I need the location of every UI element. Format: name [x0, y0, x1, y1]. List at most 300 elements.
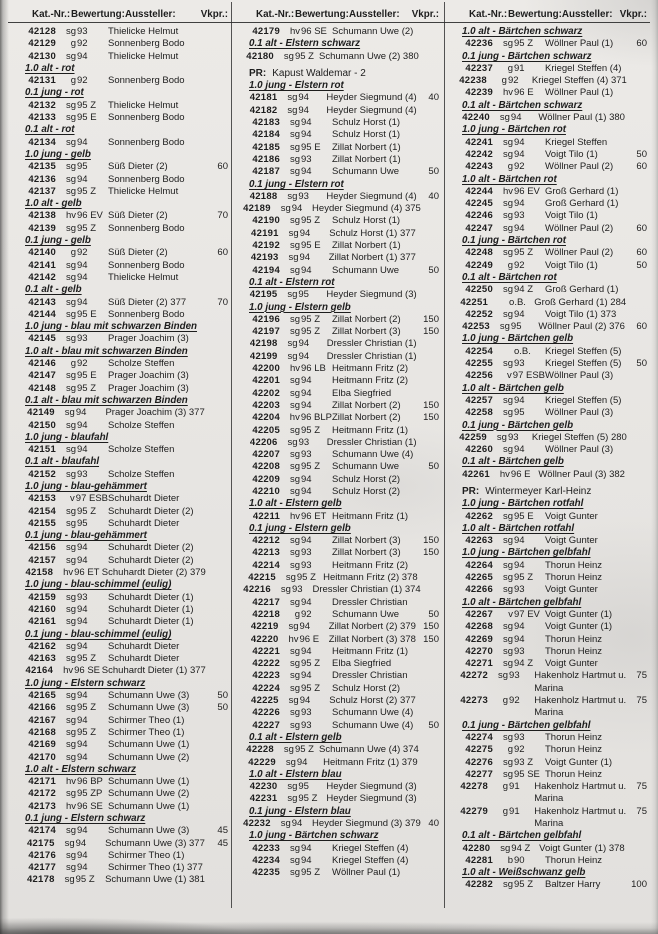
- table-row: [236, 375, 439, 387]
- bewertung-value: 95 Z: [298, 793, 318, 805]
- bewertung: [288, 609, 332, 621]
- bewertung: [501, 609, 545, 621]
- bewertung-prefix: g: [507, 259, 513, 271]
- kat-nr: 42139: [28, 222, 56, 234]
- table-row: [12, 247, 228, 259]
- aussteller: [545, 732, 623, 744]
- table-row: [236, 535, 439, 547]
- bewertung-prefix: g: [507, 744, 513, 756]
- section-label: 1.0 alt - Elstern schwarz: [25, 763, 137, 775]
- bewertung-prefix: sg: [65, 308, 76, 320]
- aussteller: [332, 867, 415, 879]
- bewertung-value: 95 Z: [514, 572, 534, 584]
- section-header: [12, 149, 228, 161]
- bewertung-value: 95 Z: [514, 879, 534, 891]
- section-label: 1.0 jung - blaufahl: [25, 431, 109, 443]
- section-header: [449, 867, 647, 879]
- kat-nr: 42262: [465, 510, 493, 522]
- aussteller-line: Scholze Steffen: [108, 358, 175, 370]
- bewertung-value: 94: [514, 198, 525, 210]
- aussteller: [108, 358, 204, 370]
- aussteller: [102, 567, 206, 579]
- table-row: [12, 874, 228, 886]
- kat-nr: 42251: [460, 296, 489, 308]
- aussteller: [102, 665, 206, 677]
- header-kat-nr: Kat.-Nr.:: [256, 9, 295, 20]
- table-row: [236, 609, 439, 621]
- aussteller-line: Kriegel Steffen (4): [545, 62, 622, 74]
- header-vkpr: Vkpr.:: [619, 9, 647, 20]
- bewertung-value: 95 Z: [301, 867, 321, 879]
- aussteller-line: Süß Dieter (2): [108, 161, 168, 173]
- bewertung-prefix: g: [502, 695, 509, 707]
- kat-nr: 42178: [26, 874, 55, 886]
- table-row: [449, 535, 647, 547]
- kat-nr: 42130: [28, 50, 56, 62]
- rows-container: [12, 20, 228, 887]
- bewertung-prefix: sg: [287, 338, 298, 350]
- aussteller-line: Sonnenberg Bodo: [108, 308, 185, 320]
- bewertung-prefix: hv: [289, 26, 300, 37]
- bewertung-value: 94: [77, 50, 88, 62]
- section-label: 1.0 jung - blau-schimmel (eulig): [25, 579, 172, 591]
- table-row: [12, 727, 228, 739]
- bewertung-value: 95 Z: [77, 726, 97, 738]
- bewertung-prefix: g: [502, 805, 509, 817]
- aussteller-line: Thorun Heinz: [545, 744, 603, 756]
- bewertung: [288, 375, 332, 387]
- bewertung-value: 96 E: [299, 633, 320, 645]
- bewertung-prefix: sg: [65, 849, 76, 861]
- aussteller-line: Heitmann Fritz (2) 378: [323, 572, 418, 584]
- aussteller: [545, 346, 623, 358]
- aussteller-line: Schuhardt Dieter (1): [108, 591, 194, 603]
- aussteller-line: Zillat Norbert (1): [332, 153, 401, 165]
- bewertung-prefix: sg: [502, 633, 513, 645]
- bewertung-value: 91: [509, 805, 520, 817]
- section-header: [236, 732, 439, 744]
- bewertung-prefix: g: [70, 38, 76, 50]
- aussteller-line: Dressler Christian (1) 374: [312, 584, 421, 596]
- aussteller: [332, 26, 415, 38]
- aussteller-line: Voigt Gunter: [545, 510, 598, 522]
- kat-nr: 42260: [465, 444, 493, 456]
- kat-nr: 42267: [465, 608, 493, 620]
- aussteller-line: Voigt Gunter: [545, 535, 598, 547]
- rows-container: [236, 20, 439, 879]
- table-row: [449, 161, 647, 173]
- aussteller: [545, 855, 623, 867]
- vkpr: 50: [428, 461, 439, 473]
- kat-nr: 42220: [250, 633, 279, 645]
- bewertung-prefix: sg: [65, 99, 76, 111]
- kat-nr: 42236: [465, 38, 493, 50]
- bewertung: [64, 653, 108, 665]
- bewertung-prefix: sg: [65, 788, 76, 800]
- bewertung-prefix: sg: [280, 584, 291, 596]
- table-row: [449, 621, 647, 633]
- table-row: [449, 198, 647, 210]
- bewertung-value: 93: [298, 436, 310, 448]
- bewertung: [498, 321, 538, 333]
- bewertung-prefix: sg: [65, 591, 76, 603]
- aussteller-line: Zillat Norbert (3): [332, 535, 401, 547]
- bewertung: [61, 567, 102, 579]
- aussteller: [108, 801, 204, 813]
- bewertung-value: 95 Z: [77, 222, 97, 234]
- bewertung-value: 94: [514, 222, 525, 234]
- aussteller: [108, 174, 204, 186]
- bewertung-value: 96 EV: [514, 185, 540, 197]
- bewertung-value: 96 BLP: [300, 412, 332, 424]
- kat-nr: 42216: [243, 584, 271, 596]
- bewertung-prefix: sg: [65, 739, 76, 751]
- aussteller-line: Wöllner Paul (1): [332, 867, 401, 879]
- aussteller-line: Voigt Gunter (1): [545, 621, 613, 633]
- table-row: [236, 363, 439, 375]
- table-row: [449, 572, 647, 584]
- kat-nr: 42223: [252, 670, 280, 682]
- kat-nr: 42222: [252, 658, 280, 670]
- bewertung-value: 95 Z: [77, 99, 97, 111]
- kat-nr: 42187: [252, 166, 280, 178]
- bewertung-value: 94: [77, 640, 88, 652]
- table-row: [449, 321, 647, 333]
- bewertung-value: 94: [77, 296, 88, 308]
- aussteller: [108, 690, 204, 702]
- section-label: 1.0 alt - Bärtchen gelb: [462, 382, 564, 394]
- aussteller: [532, 75, 627, 87]
- bewertung-prefix: sg: [285, 756, 296, 768]
- section-header: [236, 830, 439, 842]
- aussteller: [545, 38, 623, 50]
- kat-nr: 42192: [252, 240, 280, 252]
- section-label: 0.1 jung - Elstern schwarz: [25, 813, 146, 824]
- section-header: [236, 806, 439, 818]
- bewertung: [501, 161, 545, 173]
- kat-nr: 42278: [460, 781, 489, 793]
- aussteller: [108, 297, 204, 309]
- bewertung-prefix: sg: [65, 640, 76, 652]
- kat-nr: 42273: [460, 695, 489, 707]
- header-aussteller: Aussteller:: [349, 9, 400, 20]
- bewertung: [64, 690, 108, 702]
- bewertung-value: 96 ET: [301, 510, 327, 522]
- bewertung-value: 94: [514, 444, 525, 456]
- bewertung-prefix: sg: [499, 321, 510, 333]
- aussteller: [332, 400, 415, 412]
- bewertung: [64, 469, 108, 481]
- aussteller-line: Wöllner Paul (3): [545, 407, 614, 419]
- aussteller: [532, 432, 627, 444]
- table-row: [12, 604, 228, 616]
- pr-prefix: PR:: [249, 67, 267, 79]
- bewertung-prefix: sg: [289, 264, 300, 276]
- kat-nr: 42279: [460, 805, 489, 817]
- table-row: [449, 432, 647, 444]
- table-row: [449, 186, 647, 198]
- aussteller-line: Heyder Siegmund (3): [326, 781, 417, 793]
- aussteller-line: Baltzer Harry: [545, 879, 601, 891]
- vkpr: 70: [217, 296, 228, 308]
- bewertung-value: 96 BP: [77, 776, 103, 788]
- aussteller-line: Wöllner Paul (2): [545, 161, 614, 173]
- bewertung-value: 92: [77, 75, 88, 87]
- section-label: 0.1 alt - Elstern gelb: [249, 731, 342, 743]
- bewertung: [288, 486, 332, 498]
- aussteller-line: Kriegel Steffen: [545, 136, 608, 148]
- bewertung-prefix: sg: [502, 247, 513, 259]
- aussteller-line: Süß Dieter (2) 377: [108, 296, 187, 308]
- bewertung: [64, 592, 108, 604]
- kat-nr: 42250: [465, 284, 493, 296]
- table-row: [12, 690, 228, 702]
- aussteller: [538, 469, 625, 481]
- bewertung: [64, 616, 108, 628]
- pr-prefix: PR:: [462, 485, 480, 497]
- aussteller: [312, 818, 421, 830]
- bewertung-prefix: sg: [502, 535, 513, 547]
- kat-nr: 42225: [251, 695, 279, 707]
- kat-nr: 42145: [28, 333, 56, 345]
- section-label: 1.0 alt - gelb: [25, 198, 82, 210]
- bewertung-prefix: hv: [65, 800, 76, 812]
- aussteller-line: Zillat Norbert (3) 378: [328, 633, 416, 645]
- kat-nr: 42253: [462, 321, 490, 333]
- table-row: [449, 223, 647, 235]
- section-header: [236, 179, 439, 191]
- kat-nr: 42247: [465, 222, 493, 234]
- aussteller-line: Dressler Christian (1): [326, 436, 417, 448]
- bewertung-prefix: sg: [502, 510, 513, 522]
- bewertung: [64, 333, 108, 345]
- bewertung: [279, 203, 312, 215]
- bewertung: [501, 769, 545, 781]
- vkpr: 50: [428, 608, 439, 620]
- table-row: [236, 634, 439, 646]
- table-row: [12, 260, 228, 272]
- aussteller-line: Zillat Norbert (2): [332, 313, 401, 325]
- aussteller: [105, 838, 205, 850]
- table-row: [449, 879, 647, 891]
- bewertung-value: 94: [77, 136, 88, 148]
- aussteller: [332, 597, 415, 609]
- bewertung-value: 94: [301, 596, 312, 608]
- aussteller: [323, 757, 418, 769]
- table-row: [449, 584, 647, 596]
- bewertung: [288, 154, 332, 166]
- bewertung-value: 96 ET: [74, 567, 100, 579]
- bewertung: [288, 646, 332, 658]
- aussteller: [545, 370, 623, 382]
- aussteller-line: Sonnenberg Bodo: [108, 173, 185, 185]
- bewertung-value: 94: [301, 473, 312, 485]
- vkpr: 150: [423, 547, 439, 559]
- bewertung: [285, 289, 326, 301]
- vkpr: 50: [428, 264, 439, 276]
- aussteller: [332, 154, 415, 166]
- bewertung-prefix: sg: [289, 547, 300, 559]
- kat-nr: 42149: [27, 407, 55, 419]
- aussteller: [108, 75, 204, 87]
- section-label: 0.1 alt - blaufahl: [25, 456, 100, 468]
- kat-nr: 42132: [28, 99, 56, 111]
- kat-nr: 42248: [465, 247, 493, 259]
- aussteller-line: Schuhardt Dieter (2) 379: [101, 567, 206, 579]
- kat-nr: 42241: [465, 136, 493, 148]
- kat-nr: 42275: [465, 744, 493, 756]
- aussteller-line: Heitmann Fritz (1): [332, 510, 409, 522]
- aussteller: [332, 486, 415, 498]
- bewertung-value: 94: [301, 264, 312, 276]
- section-label: 0.1 jung - Bärtchen gelbfahl: [462, 719, 591, 731]
- aussteller-line: Schuhardt Dieter (2): [108, 554, 194, 566]
- section-label: 0.1 jung - blau-gehämmert: [25, 530, 147, 542]
- aussteller: [332, 449, 415, 461]
- section-label: 0.1 alt - rot: [25, 124, 75, 136]
- kat-nr: 42209: [252, 473, 280, 485]
- aussteller: [538, 321, 625, 333]
- section-header: [12, 198, 228, 210]
- bewertung-prefix: hv: [63, 567, 74, 579]
- bewertung: [64, 506, 108, 518]
- kat-nr: 42281: [465, 854, 493, 866]
- bewertung-value: 95 E: [514, 510, 534, 522]
- aussteller-line: Prager Joachim (3) 377: [105, 407, 205, 419]
- aussteller: [534, 297, 626, 309]
- aussteller-line: Schumann Uwe (4): [332, 707, 414, 719]
- kat-nr: 42173: [28, 800, 56, 812]
- bewertung-value: 93: [77, 468, 88, 480]
- aussteller: [545, 646, 623, 658]
- catalog-column-1: [12, 3, 228, 887]
- aussteller: [326, 781, 416, 793]
- kat-nr: 42212: [252, 535, 280, 547]
- bewertung-prefix: hv: [289, 412, 300, 424]
- bewertung: [501, 658, 545, 670]
- aussteller-line: Thorun Heinz: [545, 854, 603, 866]
- bewertung: [501, 879, 545, 891]
- bewertung-value: 95 Z: [77, 382, 97, 394]
- aussteller: [332, 425, 415, 437]
- aussteller-line: Prager Joachim (3): [108, 370, 189, 382]
- bewertung-value: 95 Z: [301, 658, 321, 670]
- aussteller: [545, 879, 623, 891]
- section-label: 1.0 alt - blau mit schwarzen Binden: [25, 345, 188, 357]
- bewertung-value: 94: [77, 862, 88, 874]
- aussteller-line: Schulz Horst (1) 377: [329, 227, 416, 239]
- bewertung-prefix: sg: [65, 542, 76, 554]
- bewertung-prefix: sg: [287, 350, 298, 362]
- aussteller: [108, 210, 204, 222]
- aussteller-line: Voigt Tilo (1): [545, 148, 598, 160]
- bewertung: [64, 100, 108, 112]
- header-aussteller: Aussteller:: [125, 9, 176, 20]
- bewertung: [285, 105, 326, 117]
- aussteller: [545, 223, 623, 235]
- bewertung-prefix: sg: [65, 112, 76, 124]
- kat-nr: 42257: [465, 394, 493, 406]
- aussteller-line: Schumann Uwe (2): [108, 788, 190, 800]
- vkpr: 60: [217, 161, 228, 173]
- section-header: [449, 26, 647, 38]
- bewertung-prefix: sg: [502, 407, 513, 419]
- table-row: [236, 338, 439, 350]
- table-row: [12, 210, 228, 222]
- aussteller: [332, 117, 415, 129]
- aussteller-line: Wöllner Paul (1): [545, 87, 614, 99]
- kat-nr: 42128: [28, 26, 56, 37]
- aussteller: [332, 609, 415, 621]
- aussteller-line: Wöllner Paul (3): [545, 370, 614, 382]
- kat-nr: 42233: [252, 842, 280, 854]
- bewertung: [64, 186, 108, 198]
- table-row: [449, 149, 647, 161]
- bewertung: [501, 38, 545, 50]
- aussteller-line: Zillat Norbert (1): [332, 141, 401, 153]
- table-row: [236, 326, 439, 338]
- aussteller-line: Schuhardt Dieter: [108, 517, 180, 529]
- kat-nr: 42167: [28, 714, 56, 726]
- aussteller-line: Wöllner Paul (2): [545, 247, 614, 259]
- table-row: [12, 186, 228, 198]
- aussteller-line: Schumann Uwe: [332, 264, 400, 276]
- bewertung-prefix: sg: [289, 313, 300, 325]
- aussteller-line: Schumann Uwe (3): [108, 690, 190, 702]
- aussteller: [332, 658, 415, 670]
- aussteller-line: Heyder Siegmund (4): [326, 104, 417, 116]
- bewertung: [288, 142, 332, 154]
- aussteller-line: Dressler Christian (1): [326, 338, 417, 350]
- table-row: [236, 412, 439, 424]
- vkpr: 60: [217, 247, 228, 259]
- aussteller: [539, 843, 625, 855]
- table-row: [449, 297, 647, 309]
- bewertung-value: 95 Z: [294, 50, 314, 62]
- bewertung-value: 92: [514, 259, 525, 271]
- table-row: [236, 621, 439, 633]
- section-header: [12, 432, 228, 444]
- bewertung: [501, 87, 545, 99]
- bewertung-value: 93: [77, 26, 88, 37]
- aussteller: [332, 720, 415, 732]
- bewertung-value: 94: [298, 104, 309, 116]
- header-vkpr: Vkpr.:: [200, 9, 228, 20]
- aussteller-line: Thielicke Helmut: [108, 50, 179, 62]
- vkpr: 150: [423, 313, 439, 325]
- aussteller: [108, 260, 204, 272]
- aussteller-line: Schumann Uwe (4) 374: [318, 744, 419, 756]
- section-header: [12, 235, 228, 247]
- bewertung: [288, 26, 332, 38]
- bewertung-value: 94: [77, 739, 88, 751]
- table-row: [236, 240, 439, 252]
- table-row: [12, 407, 228, 419]
- vkpr: 150: [423, 399, 439, 411]
- aussteller-line: Wöllner Paul (1): [545, 38, 614, 50]
- aussteller-line: Thielicke Helmut: [108, 185, 179, 197]
- kat-nr: 42193: [250, 252, 279, 264]
- bewertung: [498, 112, 538, 124]
- aussteller-line: Zillat Norbert (3): [332, 326, 401, 338]
- bewertung-value: 94: [514, 308, 525, 320]
- bewertung: [64, 370, 108, 382]
- aussteller: [332, 314, 415, 326]
- kat-nr: 42258: [465, 407, 493, 419]
- kat-nr: 42157: [28, 554, 56, 566]
- aussteller-line: Voigt Gunter (1) 378: [539, 842, 625, 854]
- bewertung-value: 94 Z: [514, 284, 534, 296]
